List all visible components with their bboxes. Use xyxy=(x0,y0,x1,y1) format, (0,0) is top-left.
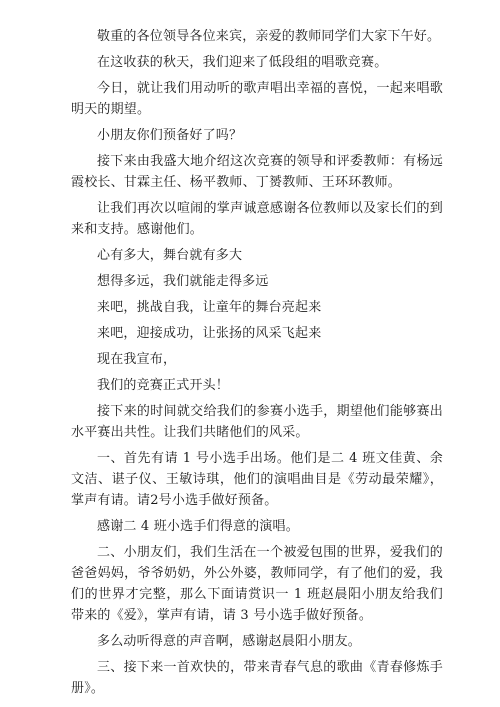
paragraph-ready: 小朋友你们预备好了吗？ xyxy=(97,128,243,143)
paragraph-contestant-1: 一、首先有请 1 号小选手出场。他们是二 4 班文佳黄、余文洁、谌子仪、王敏诗琪，他们的演唱曲目是《劳动最荣耀》，掌声有请。请2号小选手做好预备。 xyxy=(71,451,443,508)
paragraph-thanks: 让我们再次以喧闹的掌声诚意感谢各位教师以及家长们的到来和支持。感谢他们。 xyxy=(71,201,443,237)
paragraph-autumn: 在这收获的秋天，我们迎来了低段组的唱歌竞赛。 xyxy=(97,55,388,70)
paragraph-verse-2: 想得多远，我们就能走得多远 xyxy=(97,274,269,289)
paragraph-today: 今日，就让我们用动听的歌声唱出幸福的喜悦，一起来唱歌明天的期望。 xyxy=(71,81,443,117)
paragraph-contestants: 接下来的时间就交给我们的参赛小选手，期望他们能够赛出水平赛出共性。让我们共睹他们的风采。 xyxy=(71,404,443,440)
paragraph-verse-1: 心有多大，舞台就有多大 xyxy=(97,248,243,263)
paragraph-announce: 现在我宣布， xyxy=(97,352,177,367)
paragraph-contestant-2: 二、小朋友们，我们生活在一个被爱包围的世界，爱我们的爸爸妈妈，爷爷奶奶，外公外婆，教师同学，有了他们的爱，我们的世界才完整，那么下面请赏识一 1 班赵晨阳小朋友给我们带来的《爱》，掌声有请，请 3 号小选手做好预备。 xyxy=(71,545,443,623)
paragraph-greeting: 敬重的各位领导各位来宾，亲爱的教师同学们大家下午好。 xyxy=(97,29,441,44)
paragraph-thanks-zhao: 多么动听得意的声音啊，感谢赵晨阳小朋友。 xyxy=(97,634,362,649)
paragraph-contestant-3: 三、接下来一首欢快的，带来青春气息的歌曲《青春修炼手册》。 xyxy=(71,660,443,696)
paragraph-start: 我们的竞赛正式开头！ xyxy=(97,378,230,393)
paragraph-judges: 接下来由我盛大地介绍这次竞赛的领导和评委教师：有杨远霞校长、甘霖主任、杨平教师、丁赟教师、王环环教师。 xyxy=(71,154,443,190)
paragraph-verse-4: 来吧，迎接成功，让张扬的风采飞起来 xyxy=(97,326,322,341)
document-body xyxy=(71,26,443,704)
paragraph-verse-3: 来吧，挑战自我，让童年的舞台亮起来 xyxy=(97,300,322,315)
paragraph-thanks-class-2-4: 感谢二 4 班小选手们得意的演唱。 xyxy=(97,519,299,534)
